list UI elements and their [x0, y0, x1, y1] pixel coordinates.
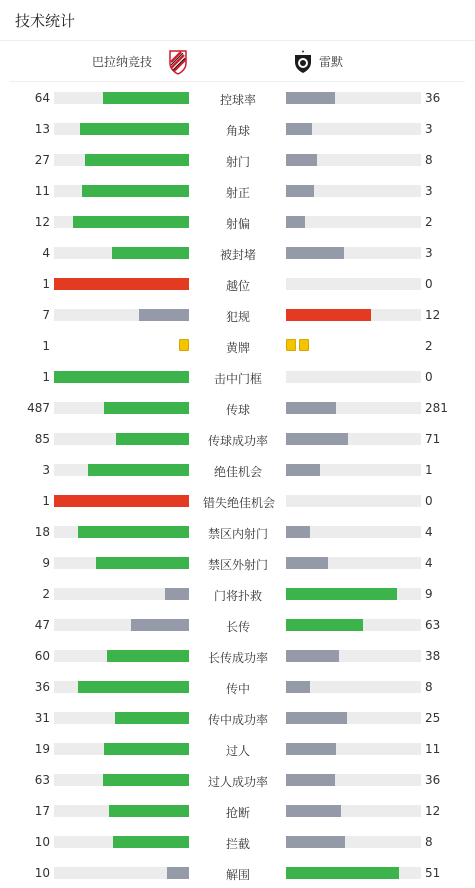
home-value: 9 [42, 556, 50, 570]
away-bar-track [286, 216, 421, 228]
home-value: 12 [34, 215, 50, 229]
home-bar-track [54, 681, 189, 693]
away-bar-fill [286, 712, 347, 724]
home-bar-track [54, 92, 189, 104]
home-bar-fill [88, 464, 189, 476]
away-value: 12 [425, 308, 441, 322]
away-bar-fill [286, 92, 335, 104]
stat-row [0, 547, 475, 578]
home-value: 3 [42, 463, 50, 477]
home-bar-fill [54, 278, 189, 290]
away-bar-track [286, 464, 421, 476]
away-value: 8 [425, 835, 433, 849]
home-bar-fill [116, 433, 189, 445]
stat-row [0, 392, 475, 423]
home-bar-track [54, 712, 189, 724]
home-bar-fill [103, 774, 189, 786]
away-bar-fill [286, 247, 344, 259]
stat-label: 被封堵 [219, 248, 256, 262]
stat-row [0, 175, 475, 206]
yellow-card-icon [299, 339, 309, 351]
away-value: 1 [425, 463, 433, 477]
stat-row [0, 454, 475, 485]
away-bar-fill [286, 774, 335, 786]
stat-row [0, 857, 475, 888]
home-value: 19 [34, 742, 50, 756]
away-bar-fill [286, 867, 399, 879]
away-value: 0 [425, 277, 433, 291]
home-bar-fill [165, 588, 189, 600]
home-bar-fill [139, 309, 189, 321]
away-value: 3 [425, 184, 433, 198]
away-value: 63 [425, 618, 441, 632]
away-bar-track [286, 743, 421, 755]
away-value: 4 [425, 525, 433, 539]
stat-label: 过人 [225, 744, 250, 758]
away-bar-track [286, 774, 421, 786]
away-value: 8 [425, 153, 433, 167]
stat-row [0, 361, 475, 392]
home-value: 10 [34, 866, 50, 880]
away-value: 4 [425, 556, 433, 570]
away-bar-fill [286, 123, 312, 135]
away-value: 2 [425, 339, 433, 353]
away-bar-track [286, 836, 421, 848]
away-bar-fill [286, 650, 339, 662]
teams-header [10, 41, 465, 82]
away-bar-track [286, 309, 421, 321]
home-bar-track [54, 743, 189, 755]
away-bar-fill [286, 681, 310, 693]
away-value: 38 [425, 649, 441, 663]
away-bar-track [286, 433, 421, 445]
away-value: 25 [425, 711, 441, 725]
header [0, 0, 475, 41]
home-value: 1 [42, 370, 50, 384]
home-value: 85 [34, 432, 50, 446]
home-bar-track [54, 464, 189, 476]
home-bar-fill [131, 619, 189, 631]
stat-label: 射门 [225, 155, 250, 169]
home-value: 17 [34, 804, 50, 818]
stat-label: 射偏 [225, 217, 250, 231]
stat-row [0, 237, 475, 268]
away-bar-fill [286, 433, 348, 445]
home-bar-fill [107, 650, 189, 662]
stat-label: 角球 [225, 124, 250, 138]
away-value: 8 [425, 680, 433, 694]
away-bar-track [286, 526, 421, 538]
away-bar-fill [286, 402, 336, 414]
stat-label: 解围 [225, 868, 250, 882]
away-bar-track [286, 557, 421, 569]
away-bar-track [286, 619, 421, 631]
away-bar-track [286, 185, 421, 197]
stat-row [0, 206, 475, 237]
home-bar-track [54, 650, 189, 662]
away-team-name: 雷默 [319, 55, 344, 69]
stat-row [0, 268, 475, 299]
home-bar-track [54, 309, 189, 321]
stat-row [0, 144, 475, 175]
home-value: 10 [34, 835, 50, 849]
away-bar-fill [286, 154, 317, 166]
stat-row [0, 516, 475, 547]
page-title: 技术统计 [15, 12, 76, 30]
home-bar-track [54, 123, 189, 135]
away-bar-track [286, 650, 421, 662]
home-value: 7 [42, 308, 50, 322]
home-value: 60 [34, 649, 50, 663]
home-bar-track [54, 185, 189, 197]
stat-label: 传中 [225, 682, 250, 696]
away-bar-fill [286, 743, 336, 755]
stat-label: 长传成功率 [207, 651, 268, 665]
stat-row [0, 733, 475, 764]
home-bar-fill [96, 557, 189, 569]
away-bar-track [286, 278, 421, 290]
home-team-logo-icon [168, 49, 188, 75]
home-bar-track [54, 371, 189, 383]
stat-label: 绝佳机会 [213, 465, 262, 479]
home-bar-fill [115, 712, 189, 724]
away-value: 0 [425, 370, 433, 384]
home-value: 1 [42, 494, 50, 508]
away-bar-fill [286, 805, 341, 817]
home-value: 1 [42, 277, 50, 291]
home-bar-track [54, 774, 189, 786]
away-value: 36 [425, 773, 441, 787]
home-value: 2 [42, 587, 50, 601]
home-bar-fill [78, 681, 189, 693]
home-bar-track [54, 619, 189, 631]
home-bar-fill [78, 526, 189, 538]
away-bar-track [286, 805, 421, 817]
home-bar-track [54, 278, 189, 290]
stat-label: 越位 [225, 279, 250, 293]
home-value: 47 [34, 618, 50, 632]
stat-label: 击中门框 [213, 372, 262, 386]
away-bar-fill [286, 619, 363, 631]
home-value: 63 [34, 773, 50, 787]
home-bar-track [54, 402, 189, 414]
away-bar-track [286, 92, 421, 104]
away-bar-track [286, 681, 421, 693]
away-value: 2 [425, 215, 433, 229]
away-bar-track [286, 371, 421, 383]
away-bar-fill [286, 464, 320, 476]
home-bar-fill [104, 743, 189, 755]
home-bar-track [54, 495, 189, 507]
home-bar-fill [103, 92, 189, 104]
away-bar-track [286, 867, 421, 879]
away-bar-track [286, 588, 421, 600]
home-bar-track [54, 247, 189, 259]
away-value: 71 [425, 432, 441, 446]
home-value: 36 [34, 680, 50, 694]
away-bar-fill [286, 309, 371, 321]
stat-row [0, 423, 475, 454]
away-bar-fill [286, 185, 314, 197]
stat-label: 传球 [225, 403, 250, 417]
home-bar-fill [54, 371, 189, 383]
home-bar-track [54, 836, 189, 848]
home-team-name: 巴拉纳竞技 [91, 55, 152, 69]
home-value: 64 [34, 91, 50, 105]
away-value: 11 [425, 742, 441, 756]
away-bar-fill [286, 526, 310, 538]
stat-label: 射正 [225, 186, 250, 200]
stat-label: 控球率 [219, 93, 256, 107]
away-bar-fill [286, 836, 345, 848]
stat-row [0, 702, 475, 733]
away-bar-track [286, 495, 421, 507]
away-value: 0 [425, 494, 433, 508]
away-bar-track [286, 247, 421, 259]
home-bar-fill [80, 123, 189, 135]
home-yellow-cards [179, 339, 189, 353]
home-bar-fill [73, 216, 189, 228]
away-value: 51 [425, 866, 441, 880]
away-value: 12 [425, 804, 441, 818]
away-bar-track [286, 154, 421, 166]
yellow-card-icon [286, 339, 296, 351]
home-bar-fill [82, 185, 189, 197]
home-bar-fill [112, 247, 189, 259]
away-bar-track [286, 123, 421, 135]
away-bar-track [286, 712, 421, 724]
stat-row [0, 330, 475, 361]
stat-row [0, 82, 475, 113]
home-value: 11 [34, 184, 50, 198]
home-bar-track [54, 216, 189, 228]
stat-row [0, 609, 475, 640]
stat-row [0, 299, 475, 330]
home-bar-track [54, 588, 189, 600]
away-value: 3 [425, 122, 433, 136]
stat-row [0, 113, 475, 144]
yellow-card-icon [179, 339, 189, 351]
away-value: 3 [425, 246, 433, 260]
stat-label: 犯规 [225, 310, 250, 324]
away-bar-track [286, 402, 421, 414]
away-value: 281 [425, 401, 448, 415]
home-bar-track [54, 154, 189, 166]
home-value: 1 [42, 339, 50, 353]
home-bar-fill [104, 402, 189, 414]
home-bar-track [54, 867, 189, 879]
home-bar-track [54, 526, 189, 538]
home-bar-fill [167, 867, 189, 879]
away-yellow-cards [286, 339, 309, 353]
stat-row [0, 578, 475, 609]
stat-label: 传中成功率 [207, 713, 268, 727]
home-value: 487 [27, 401, 50, 415]
stat-row [0, 640, 475, 671]
stat-label: 门将扑救 [213, 589, 262, 603]
home-value: 4 [42, 246, 50, 260]
away-team-logo-icon [293, 50, 313, 74]
away-bar-fill [286, 557, 328, 569]
away-bar-fill [286, 216, 305, 228]
home-bar-track [54, 433, 189, 445]
home-bar-track [54, 557, 189, 569]
stat-label: 过人成功率 [207, 775, 268, 789]
home-value: 13 [34, 122, 50, 136]
stat-label: 抢断 [225, 806, 250, 820]
stat-label: 黄牌 [225, 341, 250, 355]
stat-label: 长传 [225, 620, 250, 634]
stat-label: 拦截 [225, 837, 250, 851]
stat-label: 传球成功率 [207, 434, 268, 448]
home-value: 27 [34, 153, 50, 167]
stat-row [0, 764, 475, 795]
stat-label: 禁区内射门 [207, 527, 268, 541]
home-bar-fill [109, 805, 189, 817]
stats-list [0, 82, 475, 888]
stat-row [0, 826, 475, 857]
stat-row [0, 485, 475, 516]
away-value: 9 [425, 587, 433, 601]
stat-row [0, 795, 475, 826]
stat-label: 错失绝佳机会 [203, 496, 276, 510]
stat-label: 禁区外射门 [207, 558, 268, 572]
home-value: 31 [34, 711, 50, 725]
home-bar-fill [113, 836, 189, 848]
away-bar-fill [286, 588, 397, 600]
home-bar-fill [54, 495, 189, 507]
home-value: 18 [34, 525, 50, 539]
home-bar-fill [85, 154, 189, 166]
away-value: 36 [425, 91, 441, 105]
stat-row [0, 671, 475, 702]
home-bar-track [54, 805, 189, 817]
